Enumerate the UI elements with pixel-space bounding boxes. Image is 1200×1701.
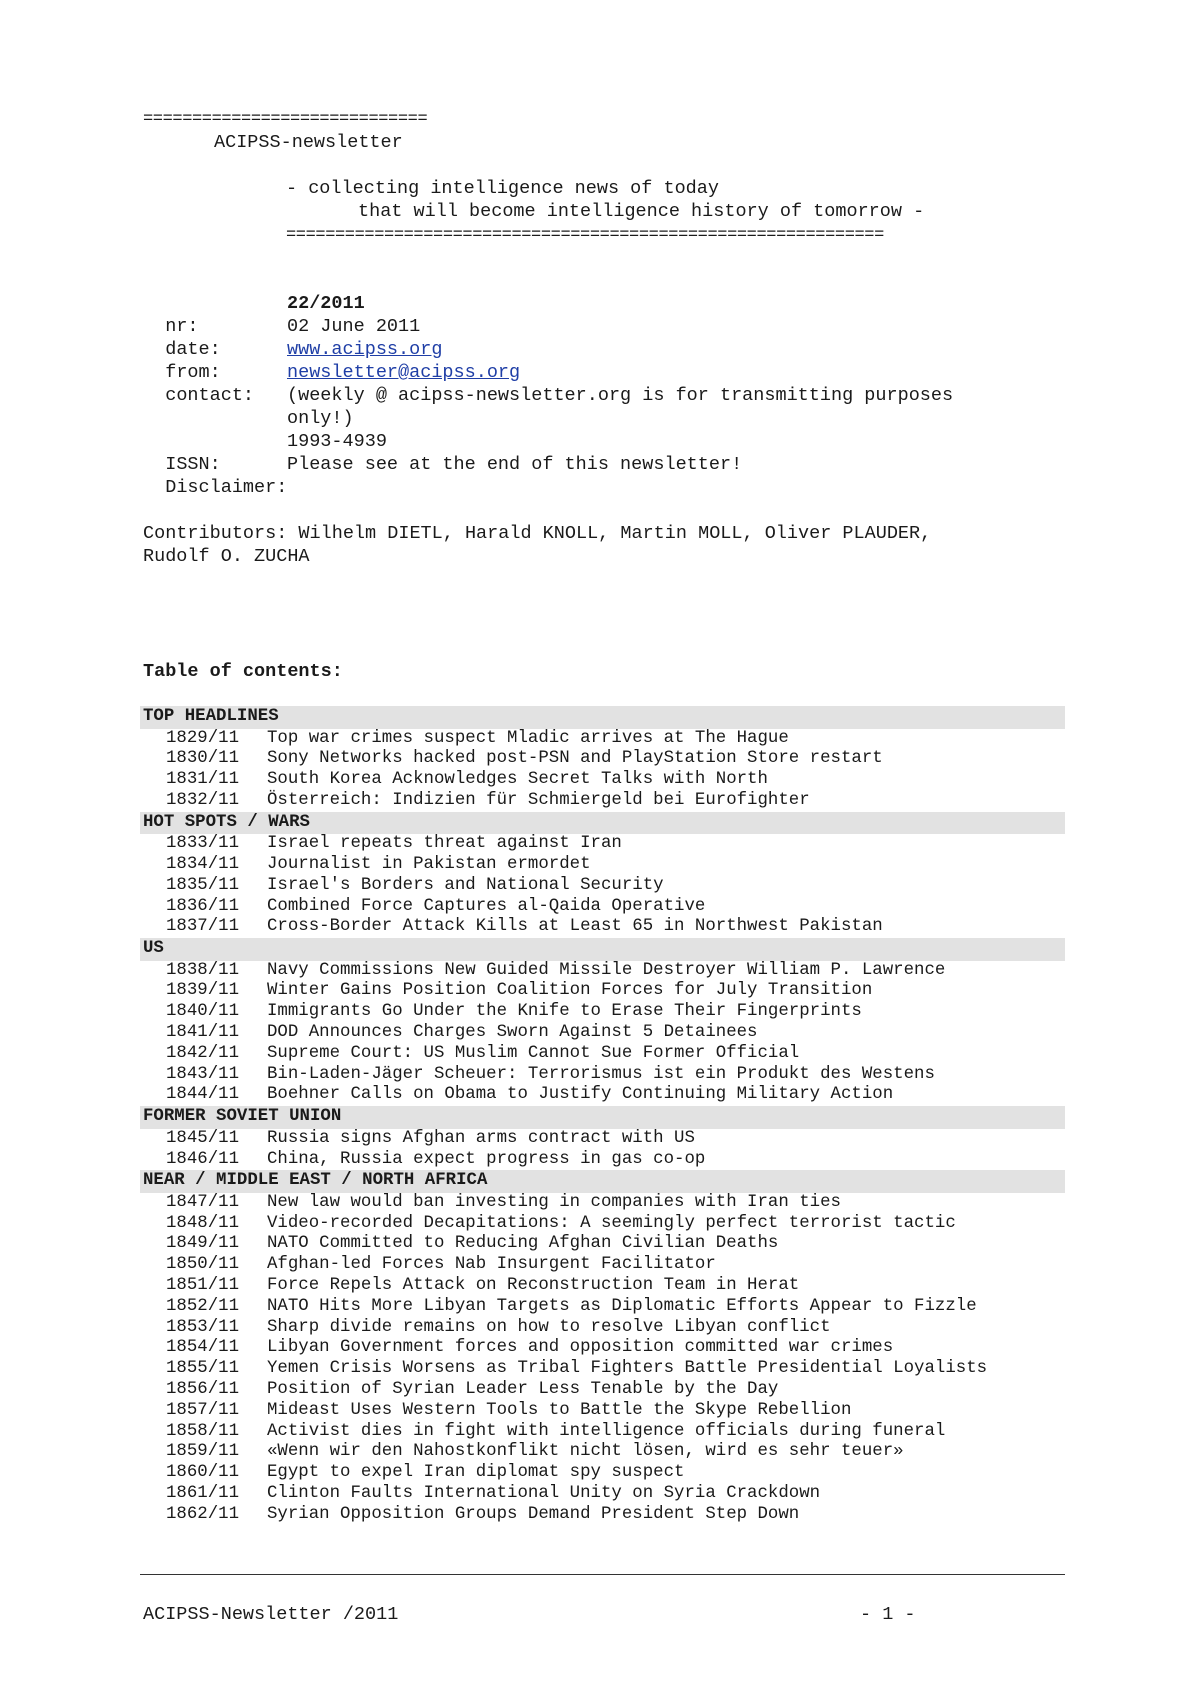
toc-item[interactable] (140, 1085, 1065, 1106)
toc-item-title: Supreme Court: US Muslim Cannot Sue Former Official (267, 1043, 800, 1063)
toc-item-title: Österreich: Indizien für Schmiergeld bei Eurofighter (267, 790, 810, 810)
toc-item[interactable] (140, 749, 1065, 770)
toc-item-title: NATO Committed to Reducing Afghan Civilian Deaths (267, 1234, 779, 1254)
toc-item-title: Libyan Government forces and opposition committed war crimes (267, 1338, 894, 1358)
toc-item-number: 1859/11 (166, 1442, 240, 1462)
toc-item-number: 1835/11 (166, 875, 240, 895)
toc-item-number: 1851/11 (166, 1276, 240, 1296)
toc-item-title: Top war crimes suspect Mladic arrives at The Hague (267, 728, 789, 748)
toc-item[interactable] (140, 876, 1065, 897)
toc-title: Table of contents: (143, 661, 343, 682)
toc-item-title: Cross-Border Attack Kills at Least 65 in Northwest Pakistan (267, 917, 883, 937)
toc-item-number: 1861/11 (166, 1484, 240, 1503)
toc-item-number: 1843/11 (166, 1064, 240, 1084)
toc-item-title: Afghan-led Forces Nab Insurgent Facilitator (267, 1255, 716, 1275)
contact-email-link[interactable]: newsletter@acipss.org (287, 362, 521, 383)
toc-item-title: China, Russia expect progress in gas co-op (267, 1149, 706, 1169)
contact-note-line-1: (weekly @ acipss-newsletter.org is for transmitting purposes (287, 385, 954, 406)
toc-item[interactable] (140, 897, 1065, 918)
footer-divider (140, 1574, 1065, 1575)
toc-item-number: 1857/11 (166, 1400, 240, 1420)
toc-item-number: 1860/11 (166, 1463, 240, 1483)
nr-label: nr: (165, 316, 199, 337)
toc-item-number: 1845/11 (166, 1128, 240, 1148)
toc-item-number: 1833/11 (166, 834, 240, 854)
toc-item-number: 1850/11 (166, 1255, 240, 1275)
toc-item-title: Yemen Crisis Worsens as Tribal Fighters Battle Presidential Loyalists (267, 1359, 988, 1379)
toc-item[interactable] (140, 729, 1065, 750)
disclaimer-label: Disclaimer: (165, 477, 288, 498)
toc-item-title: Position of Syrian Leader Less Tenable by the Day (267, 1380, 779, 1400)
toc-item-number: 1831/11 (166, 770, 240, 790)
toc-item-number: 1852/11 (166, 1296, 240, 1316)
toc-item-title: Bin-Laden-Jäger Scheuer: Terrorismus ist ein Produkt des Westens (267, 1064, 935, 1084)
contact-note-line-2: only!) (287, 408, 354, 429)
toc-item-number: 1838/11 (166, 960, 240, 980)
toc-item-title: Immigrants Go Under the Knife to Erase Their Fingerprints (267, 1002, 862, 1022)
toc-item-number: 1844/11 (166, 1085, 240, 1105)
toc-item-number: 1846/11 (166, 1149, 240, 1169)
contributors-line-1: Contributors: Wilhelm DIETL, Harald KNOLL, Martin MOLL, Oliver PLAUDER, (143, 523, 932, 544)
table-of-contents (140, 706, 1065, 1526)
toc-item-title: Egypt to expel Iran diplomat spy suspect (267, 1463, 685, 1483)
toc-item-number: 1837/11 (166, 917, 240, 937)
toc-item-number: 1853/11 (166, 1317, 240, 1337)
toc-item-title: Boehner Calls on Obama to Justify Continuing Military Action (267, 1085, 894, 1105)
tagline-line-1: - collecting intelligence news of today (286, 178, 719, 199)
toc-item-title: Video-recorded Decapitations: A seemingly perfect terrorist tactic (267, 1213, 956, 1233)
tagline-line-2: that will become intelligence history of tomorrow - (358, 201, 925, 222)
toc-item-title: Clinton Faults International Unity on Syria Crackdown (267, 1484, 821, 1503)
date-label: date: (165, 339, 221, 360)
header-rule-bottom: ============================================================= (286, 226, 884, 245)
toc-item-number: 1855/11 (166, 1359, 240, 1379)
toc-item-title: Combined Force Captures al-Qaida Operative (267, 896, 706, 916)
toc-item[interactable] (140, 1214, 1065, 1235)
newsletter-title: ACIPSS-newsletter (214, 132, 403, 153)
toc-item-title: Journalist in Pakistan ermordet (267, 854, 591, 874)
issn-value: 1993-4939 (287, 431, 387, 452)
toc-item[interactable] (140, 1380, 1065, 1401)
toc-item[interactable] (140, 917, 1065, 938)
footer-title: ACIPSS-Newsletter /2011 (143, 1604, 399, 1625)
toc-section-header: NEAR / MIDDLE EAST / NORTH AFRICA (140, 1170, 1065, 1193)
toc-item[interactable] (140, 1276, 1065, 1297)
toc-item-number: 1856/11 (166, 1380, 240, 1400)
website-link[interactable]: www.acipss.org (287, 339, 443, 360)
toc-item-title: Sharp divide remains on how to resolve Libyan conflict (267, 1317, 831, 1337)
toc-item[interactable] (140, 1318, 1065, 1339)
toc-item-number: 1848/11 (166, 1213, 240, 1233)
page-number: - 1 - (860, 1604, 916, 1625)
contributors-line-2: Rudolf O. ZUCHA (143, 546, 310, 567)
toc-item[interactable] (140, 1484, 1065, 1505)
toc-item[interactable] (140, 1023, 1065, 1044)
toc-item[interactable] (140, 1002, 1065, 1023)
toc-item-number: 1862/11 (166, 1504, 240, 1524)
disclaimer-value: Please see at the end of this newsletter! (287, 454, 743, 475)
toc-item-title: Mideast Uses Western Tools to Battle the Skype Rebellion (267, 1400, 852, 1420)
contact-label: contact: (165, 385, 255, 406)
toc-item[interactable] (140, 834, 1065, 855)
toc-item[interactable] (140, 1422, 1065, 1443)
toc-item[interactable] (140, 1234, 1065, 1255)
toc-item-number: 1832/11 (166, 790, 240, 810)
toc-item-title: Syrian Opposition Groups Demand President Step Down (267, 1504, 800, 1524)
toc-item[interactable] (140, 1401, 1065, 1422)
toc-item-title: «Wenn wir den Nahostkonflikt nicht lösen, wird es sehr teuer» (267, 1442, 904, 1462)
toc-item-number: 1858/11 (166, 1421, 240, 1441)
toc-item-number: 1849/11 (166, 1234, 240, 1254)
header-rule-top: ============================= (143, 110, 428, 129)
toc-item-number: 1840/11 (166, 1002, 240, 1022)
toc-section-header: US (140, 938, 1065, 961)
toc-item[interactable] (140, 1338, 1065, 1359)
toc-item-title: Winter Gains Position Coalition Forces for July Transition (267, 981, 873, 1001)
toc-item-title: Russia signs Afghan arms contract with US (267, 1128, 695, 1148)
date-value: 02 June 2011 (287, 316, 421, 337)
toc-item[interactable] (140, 1129, 1065, 1150)
toc-item-number: 1842/11 (166, 1043, 240, 1063)
toc-item[interactable] (140, 1297, 1065, 1318)
toc-item-number: 1854/11 (166, 1338, 240, 1358)
toc-item-number: 1834/11 (166, 854, 240, 874)
toc-item[interactable] (140, 1442, 1065, 1463)
toc-item-title: Force Repels Attack on Reconstruction Team in Herat (267, 1276, 800, 1296)
toc-item-title: DOD Announces Charges Sworn Against 5 Detainees (267, 1023, 758, 1043)
toc-item-number: 1839/11 (166, 981, 240, 1001)
toc-section-header: HOT SPOTS / WARS (140, 812, 1065, 835)
toc-item[interactable] (140, 1044, 1065, 1065)
toc-item-number: 1836/11 (166, 896, 240, 916)
toc-item-title: New law would ban investing in companies with Iran ties (267, 1192, 841, 1212)
issn-label: ISSN: (165, 454, 221, 475)
toc-item[interactable] (140, 1065, 1065, 1086)
toc-item-number: 1841/11 (166, 1023, 240, 1043)
meta-contact (143, 361, 521, 407)
toc-item-title: South Korea Acknowledges Secret Talks with North (267, 770, 768, 790)
toc-item-number: 1830/11 (166, 749, 240, 769)
from-label: from: (165, 362, 221, 383)
toc-item-title: Sony Networks hacked post-PSN and PlayStation Store restart (267, 749, 883, 769)
toc-section-header: FORMER SOVIET UNION (140, 1106, 1065, 1129)
toc-item[interactable] (140, 1359, 1065, 1380)
toc-item[interactable] (140, 1193, 1065, 1214)
toc-item-number: 1847/11 (166, 1192, 240, 1212)
toc-item-title: NATO Hits More Libyan Targets as Diplomatic Efforts Appear to Fizzle (267, 1296, 977, 1316)
toc-item[interactable] (140, 1463, 1065, 1484)
toc-item[interactable] (140, 1150, 1065, 1171)
toc-item[interactable] (140, 1505, 1065, 1526)
meta-disclaimer (143, 453, 743, 499)
toc-item[interactable] (140, 1255, 1065, 1276)
toc-item-title: Israel's Borders and National Security (267, 875, 664, 895)
toc-item[interactable] (140, 981, 1065, 1002)
toc-item[interactable] (140, 770, 1065, 791)
toc-item[interactable] (140, 961, 1065, 982)
toc-section-header: TOP HEADLINES (140, 706, 1065, 729)
toc-item-title: Navy Commissions New Guided Missile Destroyer William P. Lawrence (267, 960, 946, 980)
toc-item-title: Israel repeats threat against Iran (267, 834, 622, 854)
toc-item-title: Activist dies in fight with intelligence officials during funeral (267, 1421, 946, 1441)
toc-item[interactable] (140, 791, 1065, 812)
toc-item-number: 1829/11 (166, 728, 240, 748)
nr-value: 22/2011 (287, 293, 365, 314)
toc-item[interactable] (140, 855, 1065, 876)
